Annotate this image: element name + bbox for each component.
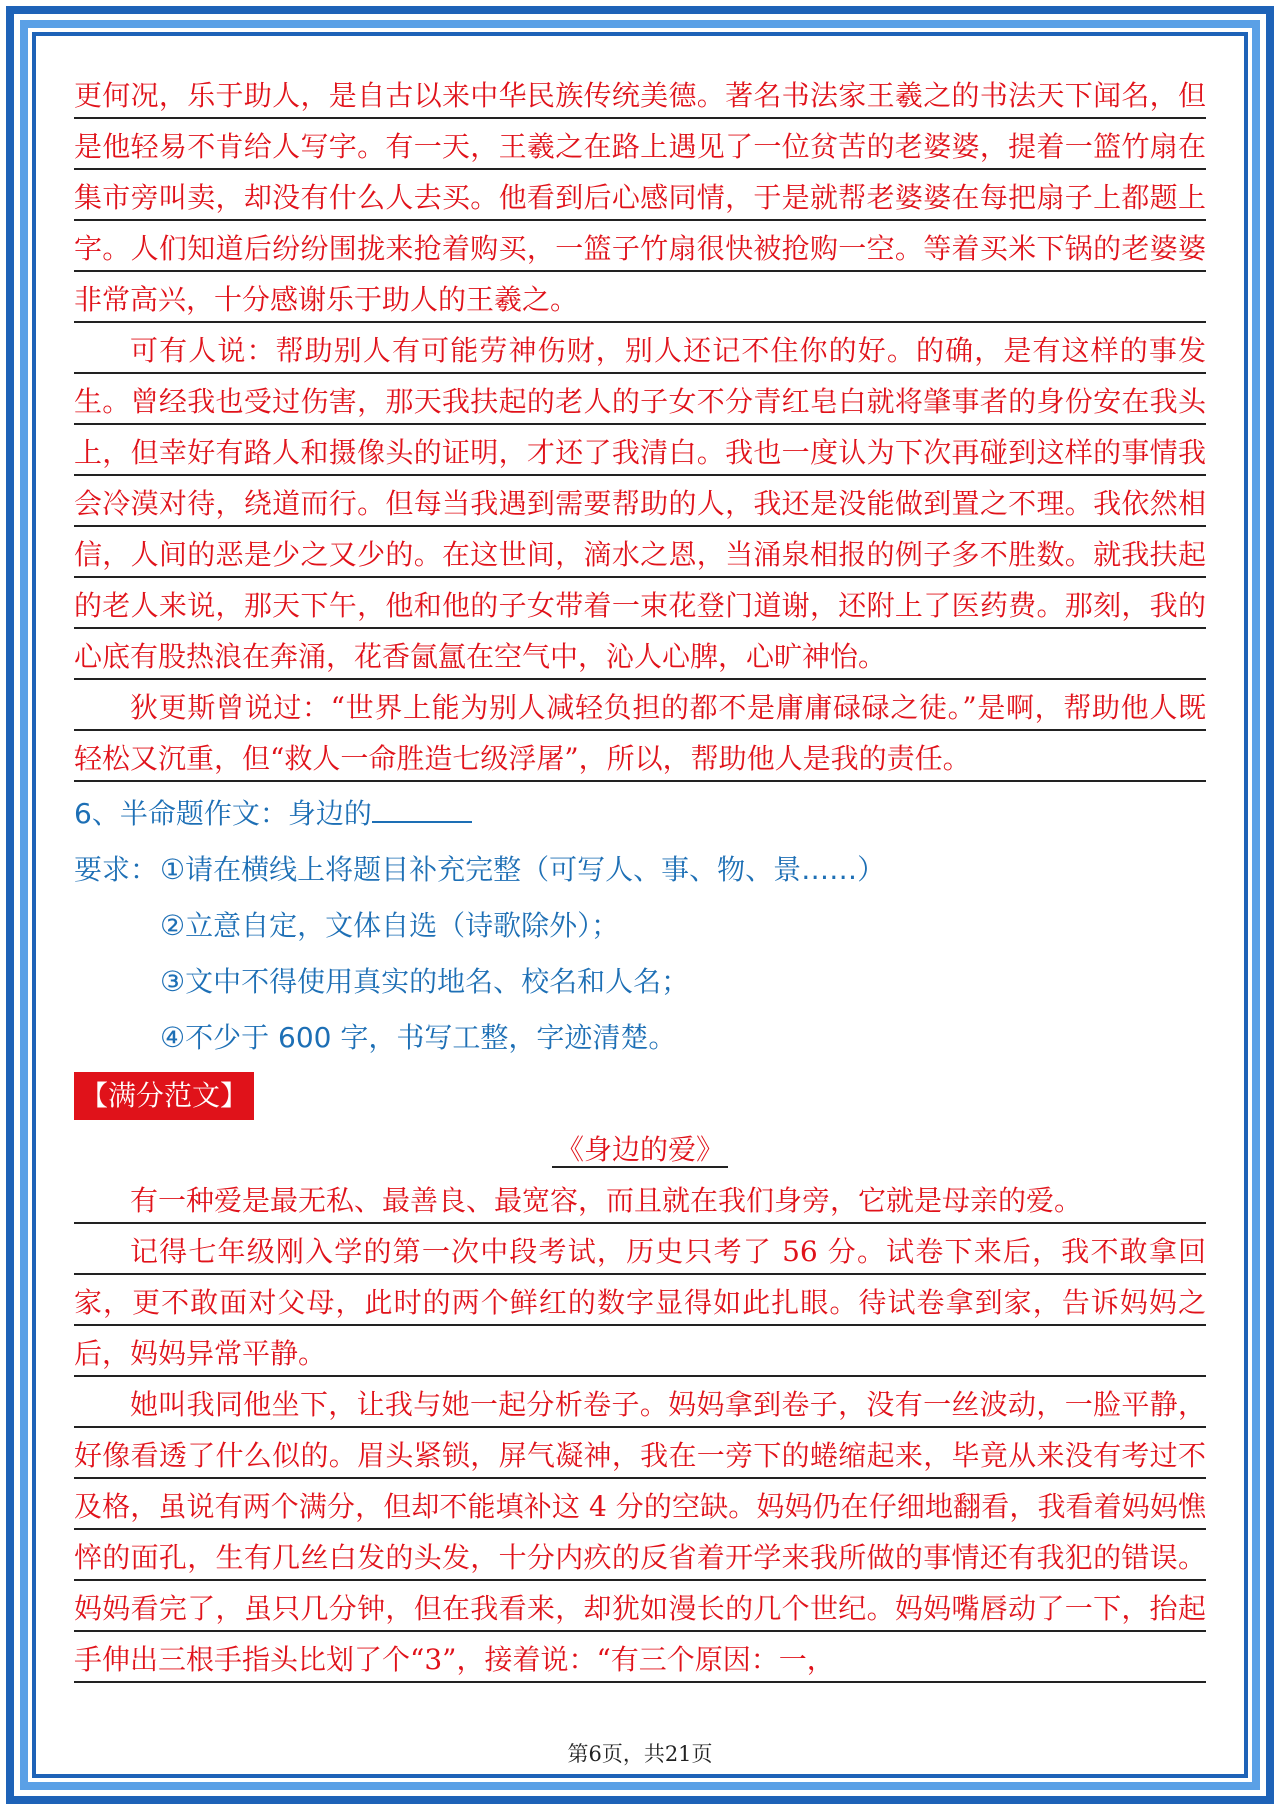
essay-paragraph: 可有人说：帮助别人有可能劳神伤财，别人还记不住你的好。的确，是有这样的事发生。曾经我也受过伤害，那天我扶起的老人的子女不分青红皂白就将肇事者的身份安在我头上，但幸好有路人和摄像头的证明，才还了我清白。我也一度认为下次再碰到这样的事情我会冷漠对待，绕道而行。但每当我遇到需要帮助的人，我还是没能做到置之不理。我依然相信，人间的恶是少之又少的。在这世间，滴水之恩，当涌泉相报的例子多不胜数。就我扶起的老人来说，那天下午，他和他的子女带着一束花登门道谢，还附上了医药费。那刻，我的心底有股热浪在奔涌，花香氤氲在空气中，沁人心脾，心旷神怡。 bbox=[74, 325, 1206, 682]
badge-row bbox=[74, 1066, 1206, 1120]
page-number: 第6页，共21页 bbox=[567, 1742, 713, 1766]
page-content bbox=[74, 70, 1206, 1685]
essay-paragraph: 她叫我同他坐下，让我与她一起分析卷子。妈妈拿到卷子，没有一丝波动，一脸平静，好像看透了什么似的。眉头紧锁，屏气凝神，我在一旁下的蜷缩起来，毕竟从来没有考过不及格，虽说有两个满分，但却不能填补这 4 分的空缺。妈妈仍在仔细地翻看，我看着妈妈憔悴的面孔，生有几丝白发的头发，十分内疚的反省着开学来我所做的事情还有我犯的错误。妈妈看完了，虽只几分钟，但在我看来，却犹如漫长的几个世纪。妈妈嘴唇动了一下，抬起手伸出三根手指头比划了个“3”，接着说：“有三个原因：一， bbox=[74, 1379, 1206, 1685]
requirement-item: ②立意自定，文体自选（诗歌除外）； bbox=[160, 909, 620, 942]
writing-task bbox=[74, 786, 1206, 1066]
requirement-row bbox=[74, 842, 1206, 898]
essay-bottom bbox=[74, 1175, 1206, 1685]
essay-paragraph: 更何况，乐于助人，是自古以来中华民族传统美德。著名书法家王羲之的书法天下闻名，但是他轻易不肯给人写字。有一天，王羲之在路上遇见了一位贫苦的老婆婆，提着一篮竹扇在集市旁叫卖，却没有什么人去买。他看到后心感同情，于是就帮老婆婆在每把扇子上都题上字。人们知道后纷纷围拢来抢着购买，一篮子竹扇很快被抢购一空。等着买米下锅的老婆婆非常高兴，十分感谢乐于助人的王羲之。 bbox=[74, 70, 1206, 325]
model-essay-badge: 【满分范文】 bbox=[74, 1072, 254, 1120]
task-title: 6、半命题作文：身边的 bbox=[74, 786, 1206, 842]
title-blank bbox=[372, 791, 472, 823]
requirement-item: ③文中不得使用真实的地名、校名和人名； bbox=[160, 965, 690, 998]
essay-paragraph: 狄更斯曾说过：“世界上能为别人减轻负担的都不是庸庸碌碌之徒。”是啊，帮助他人既轻松又沉重，但“救人一命胜造七级浮屠”，所以，帮助他人是我的责任。 bbox=[74, 682, 1206, 784]
requirements-label: 要求： bbox=[74, 853, 159, 886]
requirement-item: ④不少于 600 字，书写工整，字迹清楚。 bbox=[160, 1021, 677, 1054]
requirement-item: ①请在横线上将题目补充完整（可写人、事、物、景……） bbox=[160, 853, 886, 886]
essay-top bbox=[74, 70, 1206, 784]
essay-paragraph: 有一种爱是最无私、最善良、最宽容，而且就在我们身旁，它就是母亲的爱。 bbox=[74, 1175, 1206, 1226]
essay-paragraph: 记得七年级刚入学的第一次中段考试，历史只考了 56 分。试卷下来后，我不敢拿回家，更不敢面对父母，此时的两个鲜红的数字显得如此扎眼。待试卷拿到家，告诉妈妈之后，妈妈异常平静。 bbox=[74, 1226, 1206, 1379]
model-essay-title: 《身边的爱》 bbox=[74, 1124, 1206, 1175]
